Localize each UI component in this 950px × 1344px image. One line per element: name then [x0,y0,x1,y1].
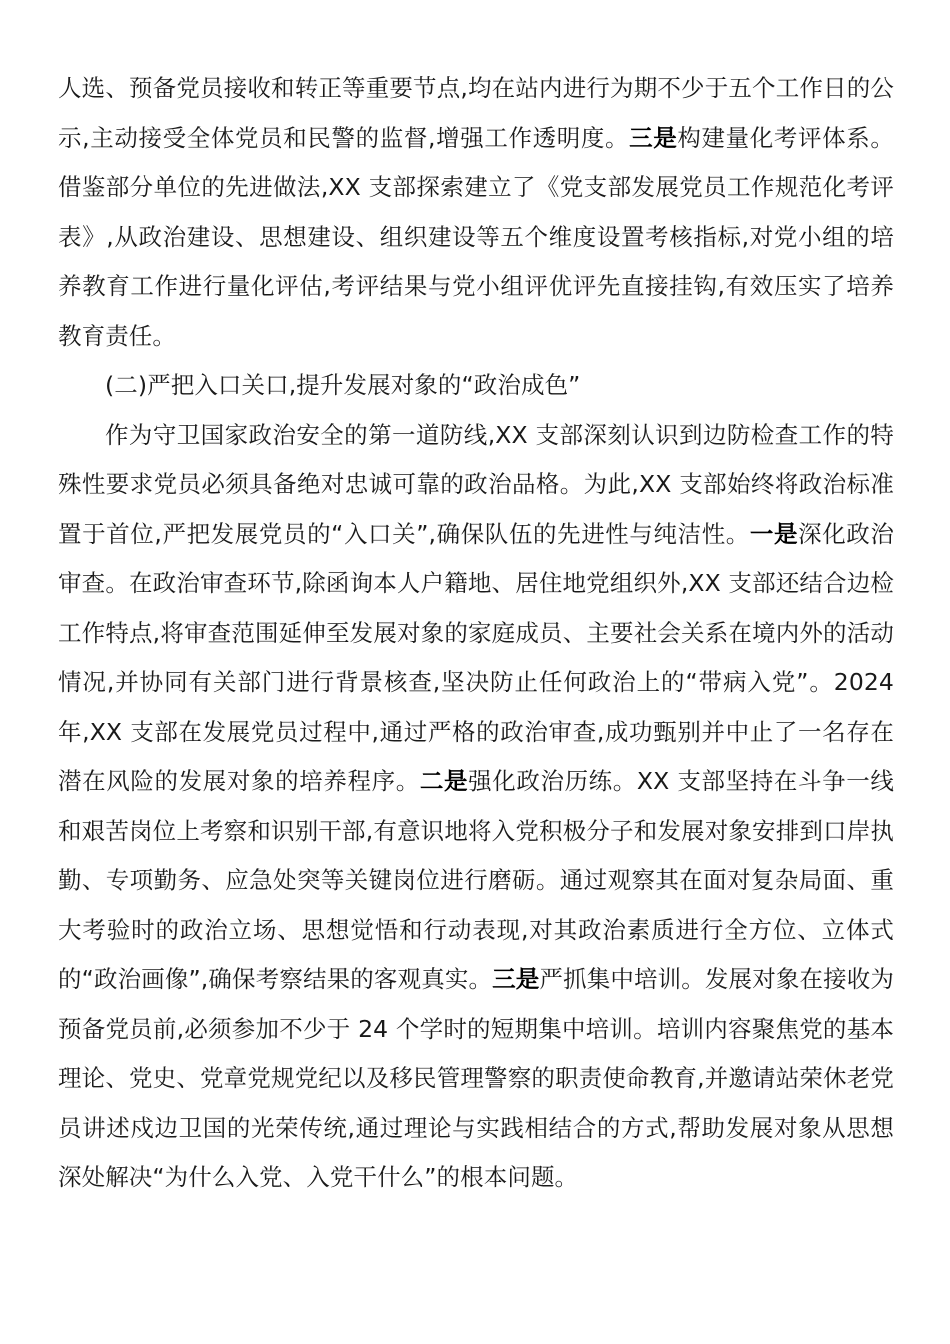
bold-lead-phrase: 三是 [492,965,540,993]
bold-lead-phrase: 三是 [629,123,678,152]
paragraph-text: 严抓集中培训。发展对象在接收为预备党员前,必须参加不少于 24 个学时的短期集中培训。培训内容聚焦党的基本理论、党史、党章党规党纪以及移民管理警察的职责使命教育,并邀请站荣休老党员讲述戍边卫国的光荣传统,通过理论与实践相结合的方式,帮助发展对象从思想深处解决“为什么入党、入党干什么”的根本问题。 [58,965,895,1191]
bold-lead-phrase: 一是 [749,519,799,548]
paragraph-text: 人选、预备党员接收和转正等重要节点,均在站内进行为期不少于五个工作日的公示,主动接受全体党员和民警的监督,增强工作透明度。 [58,74,894,152]
paragraph-text: 强化政治历练。XX 支部坚持在斗争一线和艰苦岗位上考察和识别干部,有意识地将入党积极分子和发展对象安排到口岸执勤、专项勤务、应急处突等关键岗位进行磨砺。通过观察其在面对复杂局面、重大考验时的政治立场、思想觉悟和行动表现,对其政治素质进行全方位、立体式的“政治画像”,确保考察结果的客观真实。 [58,767,894,993]
section-heading [58,361,894,411]
bold-lead-phrase: 二是 [419,767,469,795]
section-heading-text: (二)严把入口关口,提升发展对象的“政治成色” [105,371,581,399]
paragraph-text: 作为守卫国家政治安全的第一道防线,XX 支部深刻认识到边防检查工作的特殊性要求党员必须具备绝对忠诚可靠的政治品格。为此,XX 支部始终将政治标准置于首位,严把发展党员的“入口关”,确保队伍的先进性与纯洁性。 [58,420,894,548]
paragraph-assessment-system [58,64,894,361]
paragraph-text: 构建量化考评体系。借鉴部分单位的先进做法,XX 支部探索建立了《党支部发展党员工作规范化考评表》,从政治建设、思想建设、组织建设等五个维度设置考核指标,对党小组的培养教育工作进行量化评估,考评结果与党小组评优评先直接挂钩,有效压实了培养教育责任。 [58,123,894,350]
document-body [58,64,894,1203]
paragraph-political-standard [58,411,894,1203]
paragraph-text: 深化政治审查。在政治审查环节,除函询本人户籍地、居住地党组织外,XX 支部还结合边检工作特点,将审查范围延伸至发展对象的家庭成员、主要社会关系在境内外的活动情况,并协同有关部门进行背景核查,坚决防止任何政治上的“带病入党”。2024 年,XX 支部在发展党员过程中,通过严格的政治审查,成功甄别并中止了一名存在潜在风险的发展对象的培养程序。 [58,519,894,795]
